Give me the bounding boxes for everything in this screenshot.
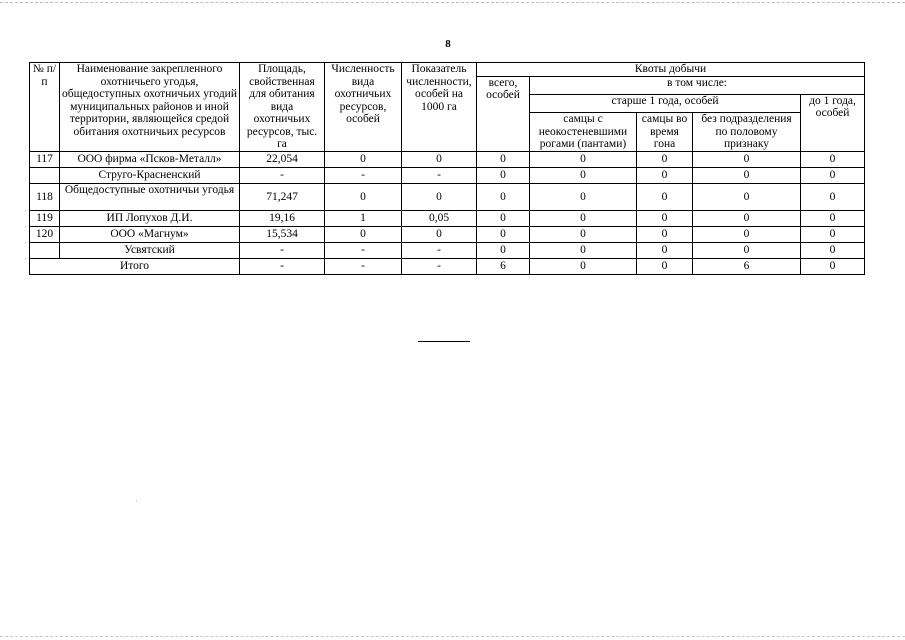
total-area: -	[240, 258, 325, 274]
row-antlers: 0	[530, 226, 637, 242]
row-name: ИП Лопухов Д.И.	[60, 210, 240, 226]
total-row	[30, 258, 865, 274]
row-under1: 0	[801, 210, 865, 226]
row-under1: 0	[801, 151, 865, 167]
row-nodiv: 0	[693, 226, 801, 242]
header-males-rut: самцы во время гона	[637, 113, 693, 152]
row-rut: 0	[637, 226, 693, 242]
total-label: Итого	[30, 258, 240, 274]
scan-speck	[136, 500, 137, 501]
row-antlers: 0	[530, 167, 637, 183]
row-total: 0	[477, 151, 530, 167]
header-num: № п/п	[30, 63, 60, 152]
row-num	[30, 242, 60, 258]
row-total: 0	[477, 183, 530, 210]
row-num: 117	[30, 151, 60, 167]
row-total: 0	[477, 210, 530, 226]
row-under1: 0	[801, 242, 865, 258]
row-nodiv: 0	[693, 151, 801, 167]
row-density: 0,05	[402, 210, 477, 226]
row-density: -	[402, 242, 477, 258]
row-antlers: 0	[530, 210, 637, 226]
header-row-1	[30, 63, 865, 77]
row-area: 15,534	[240, 226, 325, 242]
total-under1: 0	[801, 258, 865, 274]
row-population: 1	[325, 210, 402, 226]
row-nodiv: 0	[693, 183, 801, 210]
row-total: 0	[477, 242, 530, 258]
row-name: Общедоступные охотничьи угодья	[60, 183, 240, 210]
row-name: ООО «Магнум»	[60, 226, 240, 242]
total-rut: 0	[637, 258, 693, 274]
row-num: 118	[30, 183, 60, 210]
row-total: 0	[477, 226, 530, 242]
total-antlers: 0	[530, 258, 637, 274]
row-nodiv: 0	[693, 167, 801, 183]
header-males-antlers: самцы с неокостеневшими рогами (пантами)	[530, 113, 637, 152]
row-population: 0	[325, 183, 402, 210]
bottom-scan-border	[0, 636, 905, 637]
page-number: 8	[445, 38, 451, 50]
row-density: 0	[402, 151, 477, 167]
row-rut: 0	[637, 210, 693, 226]
end-of-document-rule	[418, 341, 470, 342]
header-quotas: Квоты добычи	[477, 63, 865, 77]
table-row	[30, 183, 865, 210]
row-num: 120	[30, 226, 60, 242]
row-population: 0	[325, 226, 402, 242]
row-rut: 0	[637, 183, 693, 210]
header-total: всего, особей	[477, 76, 530, 151]
row-population: -	[325, 167, 402, 183]
table-row	[30, 167, 865, 183]
row-under1: 0	[801, 183, 865, 210]
table-row	[30, 226, 865, 242]
row-name: ООО фирма «Псков-Металл»	[60, 151, 240, 167]
row-area: 19,16	[240, 210, 325, 226]
row-population: -	[325, 242, 402, 258]
row-total: 0	[477, 167, 530, 183]
row-nodiv: 0	[693, 242, 801, 258]
total-nodiv: 6	[693, 258, 801, 274]
row-area: 71,247	[240, 183, 325, 210]
row-name: Струго-Красненский	[60, 167, 240, 183]
hunting-quota-table	[29, 62, 865, 275]
row-density: 0	[402, 226, 477, 242]
row-under1: 0	[801, 167, 865, 183]
row-antlers: 0	[530, 242, 637, 258]
row-antlers: 0	[530, 183, 637, 210]
header-including: в том числе:	[530, 76, 865, 94]
row-name: Усвятский	[60, 242, 240, 258]
total-population: -	[325, 258, 402, 274]
row-antlers: 0	[530, 151, 637, 167]
header-name: Наименование закрепленного охотничьего угодья, общедоступных охотничьих угодий муниципальных районов и иной территории, являющейся средой обитания охотничьих ресурсов	[60, 63, 240, 152]
table-row	[30, 242, 865, 258]
table-row	[30, 210, 865, 226]
row-rut: 0	[637, 151, 693, 167]
row-population: 0	[325, 151, 402, 167]
row-area: 22,054	[240, 151, 325, 167]
header-area: Площадь, свойственная для обитания вида охотничьих ресурсов, тыс. га	[240, 63, 325, 152]
header-population: Численность вида охотничьих ресурсов, особей	[325, 63, 402, 152]
row-area: -	[240, 167, 325, 183]
row-density: -	[402, 167, 477, 183]
row-rut: 0	[637, 242, 693, 258]
header-older: старше 1 года, особей	[530, 94, 801, 112]
total-total: 6	[477, 258, 530, 274]
row-nodiv: 0	[693, 210, 801, 226]
row-area: -	[240, 242, 325, 258]
row-density: 0	[402, 183, 477, 210]
total-density: -	[402, 258, 477, 274]
row-num	[30, 167, 60, 183]
top-scan-border	[0, 2, 905, 3]
row-num: 119	[30, 210, 60, 226]
table-row	[30, 151, 865, 167]
header-no-division: без подразделения по половому признаку	[693, 113, 801, 152]
row-under1: 0	[801, 226, 865, 242]
row-rut: 0	[637, 167, 693, 183]
header-under1: до 1 года, особей	[801, 94, 865, 151]
header-density: Показатель численности, особей на 1000 га	[402, 63, 477, 152]
